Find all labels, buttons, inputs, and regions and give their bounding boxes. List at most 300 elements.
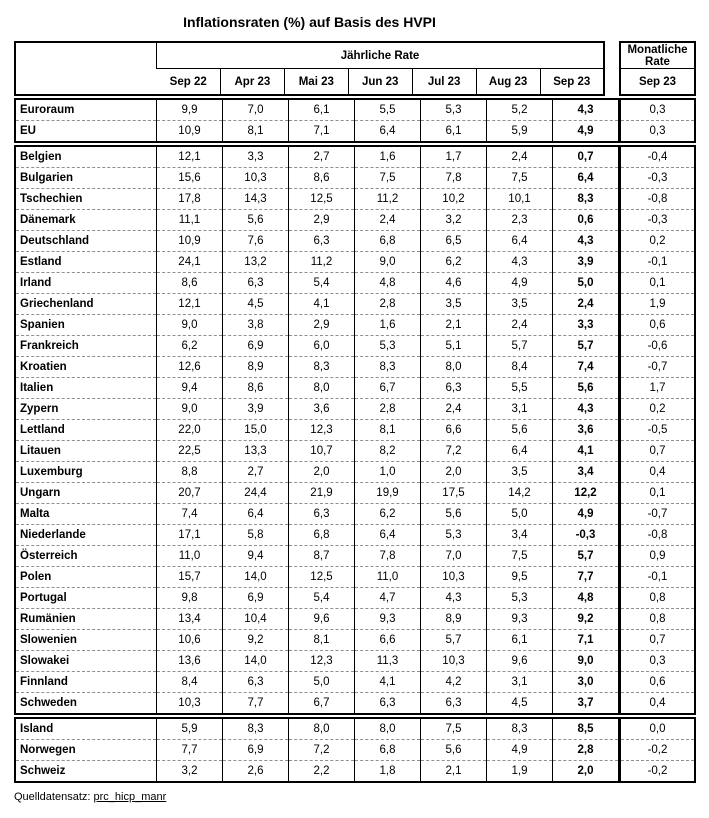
annual-rate-cell: 22,0	[157, 420, 223, 441]
country-name: Finnland	[15, 672, 157, 693]
table-row	[620, 462, 695, 483]
annual-rate-cell: 9,0	[157, 315, 223, 336]
annual-rate-cell: 6,2	[157, 336, 223, 357]
annual-rate-cell: 6,8	[355, 231, 421, 252]
annual-rate-cell: 5,9	[157, 718, 223, 740]
annual-rate-cell: 4,5	[487, 693, 553, 715]
country-name: Zypern	[15, 399, 157, 420]
table-row	[15, 99, 619, 121]
country-name: Slowenien	[15, 630, 157, 651]
country-name: Litauen	[15, 441, 157, 462]
country-name: Portugal	[15, 588, 157, 609]
monthly-rate-cell: 0,3	[620, 121, 695, 143]
monthly-rate-cell: 0,6	[620, 315, 695, 336]
annual-rate-cell: 9,0	[355, 252, 421, 273]
annual-rate-cell: 6,3	[223, 273, 289, 294]
country-name: Belgien	[20, 151, 62, 163]
annual-rate-cell: 7,1	[289, 121, 355, 143]
annual-rate-cell: 7,0	[223, 99, 289, 121]
table-row	[620, 504, 695, 525]
annual-rate-cell: 9,0	[553, 651, 620, 672]
monthly-rate-cell: 0,4	[620, 693, 695, 715]
month-header: Mai 23	[284, 69, 348, 96]
table-row	[15, 146, 619, 168]
monthly-rate-cell: -0,1	[620, 567, 695, 588]
annual-rate-cell: 12,6	[157, 357, 223, 378]
annual-rate-cell: 3,6	[553, 420, 620, 441]
table-row	[15, 378, 619, 399]
annual-rate-cell: 4,8	[355, 273, 421, 294]
annual-rate-cell: 10,3	[421, 567, 487, 588]
monthly-rate-header: Monatliche Rate	[627, 43, 688, 68]
monthly-section-table	[619, 717, 696, 783]
monthly-rate-cell: -0,4	[647, 151, 668, 163]
annual-rate-cell: 11,2	[289, 252, 355, 273]
annual-rate-cell: 3,8	[223, 315, 289, 336]
table-row	[15, 483, 619, 504]
month-header: Sep 22	[157, 69, 221, 96]
annual-rate-cell: 8,1	[223, 121, 289, 143]
table-row	[15, 672, 619, 693]
table-row	[15, 588, 619, 609]
annual-rate-cell: 6,3	[289, 504, 355, 525]
annual-rate-cell: 5,6	[421, 504, 487, 525]
annual-rate-cell: 5,0	[289, 672, 355, 693]
country-name: Schweiz	[15, 761, 157, 783]
country-name: Rumänien	[15, 609, 157, 630]
table-row	[15, 273, 619, 294]
annual-rate-cell: 5,7	[553, 546, 620, 567]
monthly-rate-cell: -0,3	[620, 168, 695, 189]
annual-rate-cell: 7,7	[157, 740, 223, 761]
annual-rate-cell: 2,0	[289, 462, 355, 483]
annual-rate-cell: 4,9	[553, 504, 620, 525]
annual-rate-cell: 5,6	[223, 210, 289, 231]
annual-rate-cell: 8,0	[421, 357, 487, 378]
monthly-rate-cell: -0,7	[620, 357, 695, 378]
table-row	[620, 146, 695, 168]
monthly-rate-cell: 0,2	[620, 231, 695, 252]
annual-rate-cell: 6,1	[289, 99, 355, 121]
table-row	[15, 315, 619, 336]
annual-rate-cell: 12,3	[289, 651, 355, 672]
country-name: Italien	[15, 378, 157, 399]
table-row	[620, 357, 695, 378]
country-name: Niederlande	[15, 525, 157, 546]
monthly-rate-cell: -0,6	[620, 336, 695, 357]
table-row	[15, 189, 619, 210]
annual-rate-cell: 1,8	[355, 761, 421, 783]
table-row	[15, 210, 619, 231]
annual-rate-cell: 4,6	[421, 273, 487, 294]
annual-rate-cell: 6,3	[289, 231, 355, 252]
annual-rate-cell: 24,1	[157, 252, 223, 273]
monthly-rate-cell: 1,9	[620, 294, 695, 315]
table-row	[15, 546, 619, 567]
annual-rate-cell: 8,6	[289, 168, 355, 189]
annual-rate-cell: 8,2	[355, 441, 421, 462]
monthly-rate-cell: -0,3	[620, 210, 695, 231]
annual-rate-cell: 7,5	[487, 168, 553, 189]
annual-rate-cell: 5,2	[487, 99, 553, 121]
annual-rate-cell: 2,0	[421, 462, 487, 483]
table-row	[620, 378, 695, 399]
table-row	[15, 294, 619, 315]
annual-rate-cell: 11,2	[355, 189, 421, 210]
annual-rate-cell: 9,3	[487, 609, 553, 630]
annual-rate-cell: 4,1	[355, 672, 421, 693]
annual-rate-cell: 3,0	[553, 672, 620, 693]
country-name: Deutschland	[15, 231, 157, 252]
annual-rate-cell: 5,9	[487, 121, 553, 143]
month-header: Jul 23	[412, 69, 476, 96]
table-row	[620, 651, 695, 672]
table-row	[620, 740, 695, 761]
table-row	[620, 273, 695, 294]
annual-rate-cell: 10,9	[157, 231, 223, 252]
annual-rate-cell: 14,2	[487, 483, 553, 504]
table-row	[620, 588, 695, 609]
annual-rate-cell: 6,9	[223, 588, 289, 609]
annual-section-table	[14, 717, 620, 783]
monthly-month-header-row	[620, 69, 695, 96]
annual-rate-cell: 6,4	[487, 441, 553, 462]
annual-rate-cell: 6,2	[421, 252, 487, 273]
country-name: Luxemburg	[15, 462, 157, 483]
table-row	[620, 231, 695, 252]
annual-rate-cell: 10,4	[223, 609, 289, 630]
annual-rate-cell: 3,1	[487, 672, 553, 693]
annual-rate-cell: 9,4	[223, 546, 289, 567]
annual-rate-cell: 9,5	[487, 567, 553, 588]
annual-rate-table	[14, 41, 605, 785]
annual-rate-cell: 2,1	[421, 315, 487, 336]
table-row	[620, 483, 695, 504]
annual-rate-cell: 7,5	[355, 168, 421, 189]
table-row	[15, 567, 619, 588]
page-title: Inflationsraten (%) auf Basis des HVPI	[183, 14, 436, 30]
annual-rate-cell: 6,8	[289, 525, 355, 546]
monthly-rate-cell: 0,0	[649, 723, 666, 735]
annual-rate-cell: 4,5	[223, 294, 289, 315]
table-row	[15, 693, 619, 715]
country-name: Ungarn	[15, 483, 157, 504]
annual-rate-cell: 5,4	[289, 273, 355, 294]
annual-rate-cell: 3,6	[289, 399, 355, 420]
month-header: Sep 23	[620, 69, 695, 96]
annual-rate-cell: 11,3	[355, 651, 421, 672]
table-row	[620, 168, 695, 189]
annual-rate-cell: 4,1	[289, 294, 355, 315]
table-row	[620, 315, 695, 336]
annual-rate-cell: 6,1	[421, 121, 487, 143]
monthly-rate-cell: -0,8	[620, 189, 695, 210]
table-row	[15, 504, 619, 525]
table-row	[15, 168, 619, 189]
table-row	[15, 718, 619, 740]
annual-rate-cell: 5,5	[487, 378, 553, 399]
country-name: Norwegen	[15, 740, 157, 761]
annual-rate-cell: 1,7	[421, 146, 487, 168]
annual-rate-cell: 4,9	[487, 273, 553, 294]
country-name: Malta	[15, 504, 157, 525]
annual-rate-cell: 11,1	[157, 210, 223, 231]
annual-rate-cell: 2,9	[289, 210, 355, 231]
annual-rate-cell: 13,4	[157, 609, 223, 630]
table-row	[620, 420, 695, 441]
tables-area	[14, 41, 709, 785]
annual-rate-cell: 8,9	[421, 609, 487, 630]
annual-rate-cell: 7,7	[553, 567, 620, 588]
annual-rate-cell: 5,3	[355, 336, 421, 357]
annual-rate-cell: 24,4	[223, 483, 289, 504]
monthly-rate-cell: 0,4	[620, 462, 695, 483]
annual-rate-cell: 7,8	[355, 546, 421, 567]
annual-rate-cell: 9,2	[553, 609, 620, 630]
annual-rate-cell: 8,0	[355, 718, 421, 740]
monthly-rate-cell: 0,8	[620, 609, 695, 630]
annual-rate-cell: 6,3	[355, 693, 421, 715]
annual-rate-cell: 5,7	[421, 630, 487, 651]
table-row	[620, 718, 695, 740]
country-name: Griechenland	[15, 294, 157, 315]
table-row	[15, 399, 619, 420]
annual-rate-cell: 15,0	[223, 420, 289, 441]
annual-rate-cell: 7,1	[553, 630, 620, 651]
table-row	[15, 761, 619, 783]
annual-rate-cell: 3,4	[553, 462, 620, 483]
annual-rate-cell: 7,8	[421, 168, 487, 189]
annual-rate-cell: 2,9	[289, 315, 355, 336]
annual-rate-cell: 0,6	[553, 210, 620, 231]
annual-rate-cell: 12,1	[157, 146, 223, 168]
annual-rate-cell: 2,4	[487, 146, 553, 168]
annual-rate-cell: 2,1	[421, 761, 487, 783]
annual-rate-cell: 12,1	[157, 294, 223, 315]
annual-rate-cell: 1,6	[355, 146, 421, 168]
annual-rate-cell: 8,1	[355, 420, 421, 441]
country-name: Tschechien	[15, 189, 157, 210]
annual-rate-cell: 9,4	[157, 378, 223, 399]
annual-rate-cell: 2,2	[289, 761, 355, 783]
annual-rate-cell: 8,3	[487, 718, 553, 740]
annual-rate-cell: 7,5	[421, 718, 487, 740]
annual-rate-cell: 3,4	[487, 525, 553, 546]
annual-rate-cell: 6,9	[223, 336, 289, 357]
annual-rate-cell: 8,8	[157, 462, 223, 483]
table-row	[620, 399, 695, 420]
country-name: Polen	[15, 567, 157, 588]
annual-sections	[14, 98, 605, 783]
annual-rate-cell: 12,5	[289, 567, 355, 588]
annual-rate-cell: 6,8	[355, 740, 421, 761]
annual-rate-cell: 5,4	[289, 588, 355, 609]
annual-rate-cell: -0,3	[553, 525, 620, 546]
table-row	[15, 609, 619, 630]
annual-rate-cell: 1,0	[355, 462, 421, 483]
annual-rate-cell: 8,4	[487, 357, 553, 378]
table-row	[15, 525, 619, 546]
annual-rate-cell: 7,4	[553, 357, 620, 378]
annual-rate-cell: 2,4	[487, 315, 553, 336]
annual-rate-cell: 3,5	[487, 294, 553, 315]
country-name: Schweden	[15, 693, 157, 715]
monthly-rate-cell: 0,2	[620, 399, 695, 420]
annual-rate-cell: 5,6	[553, 378, 620, 399]
monthly-rate-cell: -0,7	[620, 504, 695, 525]
annual-rate-cell: 4,3	[421, 588, 487, 609]
annual-rate-cell: 4,3	[553, 231, 620, 252]
table-row	[15, 420, 619, 441]
annual-rate-cell: 8,3	[553, 189, 620, 210]
annual-rate-cell: 12,2	[553, 483, 620, 504]
annual-rate-cell: 13,6	[157, 651, 223, 672]
monthly-rate-cell: 0,1	[620, 273, 695, 294]
table-row	[15, 740, 619, 761]
country-name: Lettland	[15, 420, 157, 441]
table-row	[15, 630, 619, 651]
annual-rate-cell: 2,3	[487, 210, 553, 231]
annual-rate-cell: 10,1	[487, 189, 553, 210]
annual-rate-cell: 10,7	[289, 441, 355, 462]
table-row	[15, 252, 619, 273]
annual-rate-cell: 5,3	[421, 99, 487, 121]
annual-rate-cell: 6,6	[421, 420, 487, 441]
monthly-rate-cell: 0,3	[620, 651, 695, 672]
annual-rate-cell: 9,6	[487, 651, 553, 672]
monthly-rate-cell: -0,1	[620, 252, 695, 273]
monthly-rate-cell: -0,2	[620, 761, 695, 783]
table-row	[620, 609, 695, 630]
source-dataset-link[interactable]: prc_hicp_manr	[93, 791, 167, 803]
annual-rate-cell: 2,7	[289, 146, 355, 168]
annual-rate-cell: 11,0	[355, 567, 421, 588]
annual-rate-cell: 14,0	[223, 651, 289, 672]
annual-rate-cell: 4,3	[487, 252, 553, 273]
annual-rate-cell: 10,9	[157, 121, 223, 143]
month-header: Jun 23	[348, 69, 412, 96]
table-row	[15, 651, 619, 672]
annual-rate-cell: 1,9	[487, 761, 553, 783]
annual-rate-cell: 11,0	[157, 546, 223, 567]
country-name: Irland	[15, 273, 157, 294]
annual-rate-cell: 4,3	[553, 399, 620, 420]
monthly-rate-cell: -0,5	[620, 420, 695, 441]
annual-rate-cell: 3,3	[553, 315, 620, 336]
monthly-rate-cell: 0,6	[620, 672, 695, 693]
country-name: Kroatien	[15, 357, 157, 378]
annual-rate-cell: 10,3	[157, 693, 223, 715]
country-name: Estland	[15, 252, 157, 273]
annual-rate-cell: 2,0	[553, 761, 620, 783]
annual-rate-cell: 10,2	[421, 189, 487, 210]
annual-rate-cell: 5,8	[223, 525, 289, 546]
annual-rate-cell: 3,7	[553, 693, 620, 715]
table-row	[620, 99, 695, 121]
source-label: Quelldatensatz:	[14, 791, 91, 803]
table-row	[620, 189, 695, 210]
annual-group-header-row	[15, 42, 604, 69]
annual-rate-cell: 8,3	[223, 718, 289, 740]
monthly-rate-cell: 1,7	[620, 378, 695, 399]
annual-rate-cell: 9,3	[355, 609, 421, 630]
table-row	[620, 210, 695, 231]
annual-rate-cell: 10,6	[157, 630, 223, 651]
table-row	[620, 121, 695, 143]
annual-rate-cell: 17,5	[421, 483, 487, 504]
annual-rate-cell: 4,3	[553, 99, 620, 121]
annual-rate-cell: 6,2	[355, 504, 421, 525]
annual-rate-cell: 10,3	[223, 168, 289, 189]
annual-rate-cell: 6,0	[289, 336, 355, 357]
annual-rate-cell: 0,7	[553, 146, 620, 168]
annual-rate-cell: 1,6	[355, 315, 421, 336]
annual-rate-cell: 6,7	[355, 378, 421, 399]
annual-rate-cell: 3,3	[223, 146, 289, 168]
monthly-rate-table	[619, 41, 696, 785]
table-row	[620, 761, 695, 783]
annual-rate-cell: 6,3	[421, 693, 487, 715]
annual-rate-cell: 6,5	[421, 231, 487, 252]
country-name: Dänemark	[15, 210, 157, 231]
annual-rate-cell: 8,3	[289, 357, 355, 378]
annual-rate-cell: 5,7	[487, 336, 553, 357]
annual-rate-cell: 6,7	[289, 693, 355, 715]
annual-rate-cell: 6,3	[421, 378, 487, 399]
month-header: Sep 23	[540, 69, 604, 96]
annual-rate-cell: 7,7	[223, 693, 289, 715]
annual-rate-cell: 6,3	[223, 672, 289, 693]
annual-rate-cell: 2,4	[355, 210, 421, 231]
monthly-rate-cell: 0,9	[620, 546, 695, 567]
annual-rate-cell: 14,3	[223, 189, 289, 210]
annual-rate-cell: 2,8	[553, 740, 620, 761]
table-row	[620, 672, 695, 693]
annual-rate-cell: 5,0	[553, 273, 620, 294]
table-row	[15, 231, 619, 252]
month-header: Apr 23	[220, 69, 284, 96]
annual-rate-cell: 7,2	[421, 441, 487, 462]
annual-rate-cell: 8,3	[355, 357, 421, 378]
country-name: Slowakei	[15, 651, 157, 672]
monthly-rate-cell: 0,7	[620, 630, 695, 651]
annual-rate-cell: 4,9	[553, 121, 620, 143]
annual-rate-cell: 3,9	[223, 399, 289, 420]
annual-rate-cell: 9,9	[157, 99, 223, 121]
annual-header-table	[14, 41, 605, 96]
table-row	[15, 441, 619, 462]
monthly-sections	[619, 98, 696, 783]
table-row	[15, 336, 619, 357]
annual-rate-cell: 6,6	[355, 630, 421, 651]
table-row	[15, 357, 619, 378]
annual-rate-cell: 2,7	[223, 462, 289, 483]
annual-rate-cell: 15,6	[157, 168, 223, 189]
annual-rate-cell: 9,6	[289, 609, 355, 630]
monthly-rate-cell: 0,8	[620, 588, 695, 609]
table-row	[620, 441, 695, 462]
table-row	[620, 693, 695, 715]
annual-rate-cell: 3,5	[421, 294, 487, 315]
table-row	[620, 252, 695, 273]
annual-rate-cell: 8,6	[157, 273, 223, 294]
annual-rate-cell: 2,4	[421, 399, 487, 420]
annual-rate-cell: 13,2	[223, 252, 289, 273]
annual-rate-cell: 3,5	[487, 462, 553, 483]
country-name: Island	[20, 723, 54, 735]
annual-rate-cell: 22,5	[157, 441, 223, 462]
annual-rate-cell: 4,8	[553, 588, 620, 609]
